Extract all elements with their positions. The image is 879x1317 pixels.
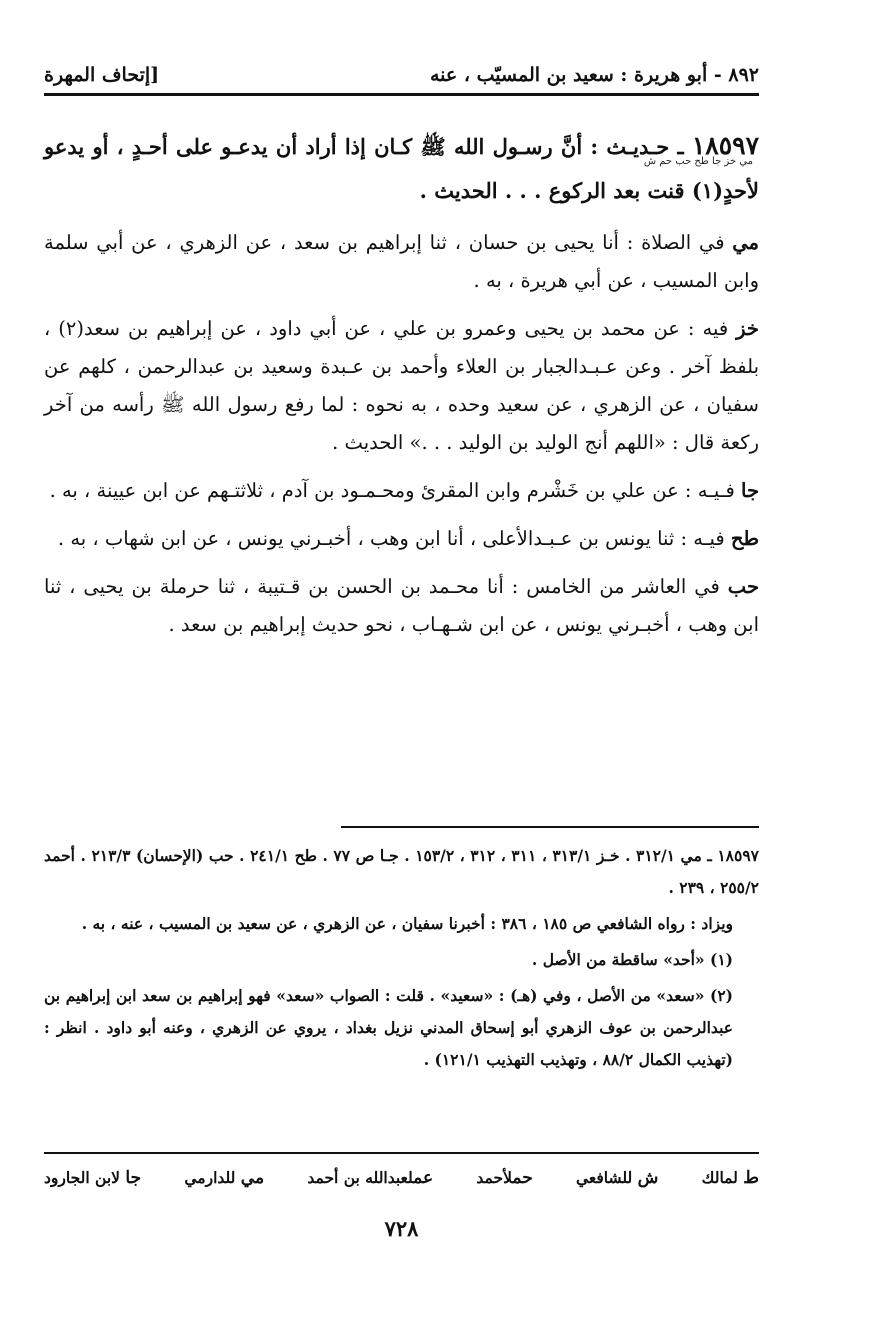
hadith-text: ـ حـديـث : أنَّ رسـول الله ﷺ كـان إذا أراد أن يدعـو على أحـدٍ ، أو يدعو لأحدٍ(١) قنت بعد الركوع . . . الحديث . — [44, 134, 759, 203]
abbreviations-rule — [44, 1152, 759, 1154]
paragraph-text: فيـه : ثنا يونس بن عـبـدالأعلى ، أنا ابن وهب ، أخبـرني يونس ، عن ابن شهاب ، به . — [57, 527, 731, 550]
abbr-item: جا لابن الجارود — [44, 1168, 142, 1188]
source-code: طح — [730, 527, 759, 550]
source-code: خز — [736, 317, 759, 340]
paragraph-text: في العاشر من الخامس : أنا محـمد بن الحسن بن قـتيبة ، ثنا حرملة بن يحيى ، ثنا ابن وهب ، أخبـرني يونس ، عن ابن شـهـاب ، نحو حديث إبراهيم بن سعد . — [44, 575, 759, 636]
footnote-additions: ويزاد : رواه الشافعي ص ١٨٥ ، ٣٨٦ : أخبرنا سفيان ، عن الزهري ، عن سعيد بن المسيب ، عنه ، به . — [81, 914, 733, 933]
source-code: حب — [727, 575, 759, 598]
footnote-1: (١) «أحد» ساقطة من الأصل . — [531, 950, 733, 969]
paragraph-text: فـيـه : عن علي بن خَشْرم وابن المقرئ ومحـمـود بن آدم ، ثلاثتـهم عن ابن عيينة ، به . — [49, 479, 741, 502]
hadith-number: ١٨٥٩٧ — [691, 131, 759, 160]
paragraph-mi — [44, 224, 759, 300]
abbr-item: ش للشافعي — [575, 1168, 659, 1188]
hadith-body — [44, 224, 759, 654]
paragraph-ja — [44, 472, 759, 510]
header-book-title: [إتحاف المهرة — [44, 64, 160, 86]
paragraph-khz — [44, 310, 759, 462]
hadith-heading — [44, 124, 759, 213]
header-chapter-title: ٨٩٢ - أبو هريرة : سعيد بن المسيّب ، عنه — [430, 64, 759, 86]
source-code: مي — [732, 231, 759, 254]
paragraph-text: في الصلاة : أنا يحيى بن حسان ، ثنا إبراهيم بن سعد ، عن الزهري ، عن أبي سلمة وابن المسيب ، عن أبي هريرة ، به . — [44, 231, 759, 292]
paragraph-hb — [44, 568, 759, 644]
source-code: جا — [741, 479, 759, 502]
header-rule — [44, 93, 759, 96]
footnote-rule — [341, 826, 759, 828]
paragraph-th — [44, 520, 759, 558]
page-number: ٧٢٨ — [384, 1216, 419, 1241]
abbr-item: حملأحمد — [476, 1168, 533, 1188]
book-page — [44, 0, 759, 1317]
running-header — [44, 58, 759, 92]
abbr-item: ط لمالك — [701, 1168, 759, 1188]
abbreviations-key — [44, 1162, 759, 1194]
hadith-sigla: مي خز جا طح حب حم ش — [643, 156, 753, 167]
paragraph-text: فيه : عن محمد بن يحيى وعمرو بن علي ، عن أبي داود ، عن إبراهيم بن سعد(٢) ، بلفظ آخر . وعن عـبـدالجبار بن العلاء وأحمد بن عـبدة وسعيد بن عبدالرحمن ، كلهم عن سفيان ، عن الزهري ، عن سعيد وحده ، به نحوه : لما رفع رسول الله ﷺ رأسه من آخر ركعة قال : «اللهم أنج الوليد بن الوليد . . .» الحديث . — [44, 317, 759, 454]
abbr-item: عملعبدالله بن أحمد — [307, 1168, 434, 1188]
footnote-2: (٢) «سعد» من الأصل ، وفي (هـ) : «سعيد» . قلت : الصواب «سعد» فهو إبراهيم بن سعد ابن إبراهيم بن عبدالرحمن بن عوف الزهري أبو إسحاق المدني نزيل بغداد ، يروي عن الزهري ، وعنه أبو داود . انظر : (تهذيب الكمال ٨٨/٢ ، وتهذيب التهذيب ١٢١/١) . — [44, 986, 733, 1069]
footnotes — [44, 840, 759, 1080]
abbr-item: مي للدارمي — [184, 1168, 265, 1188]
footnote-sources: ١٨٥٩٧ ـ مي ٣١٢/١ . خـز ٣١٣/١ ، ٣١١ ، ٣١٢ ، ١٥٣/٢ . جـا ص ٧٧ . طح ٢٤١/١ . حب (الإحسان) ٢١٣/٣ . أحمد ٢٥٥/٢ ، ٢٣٩ . — [44, 846, 759, 897]
